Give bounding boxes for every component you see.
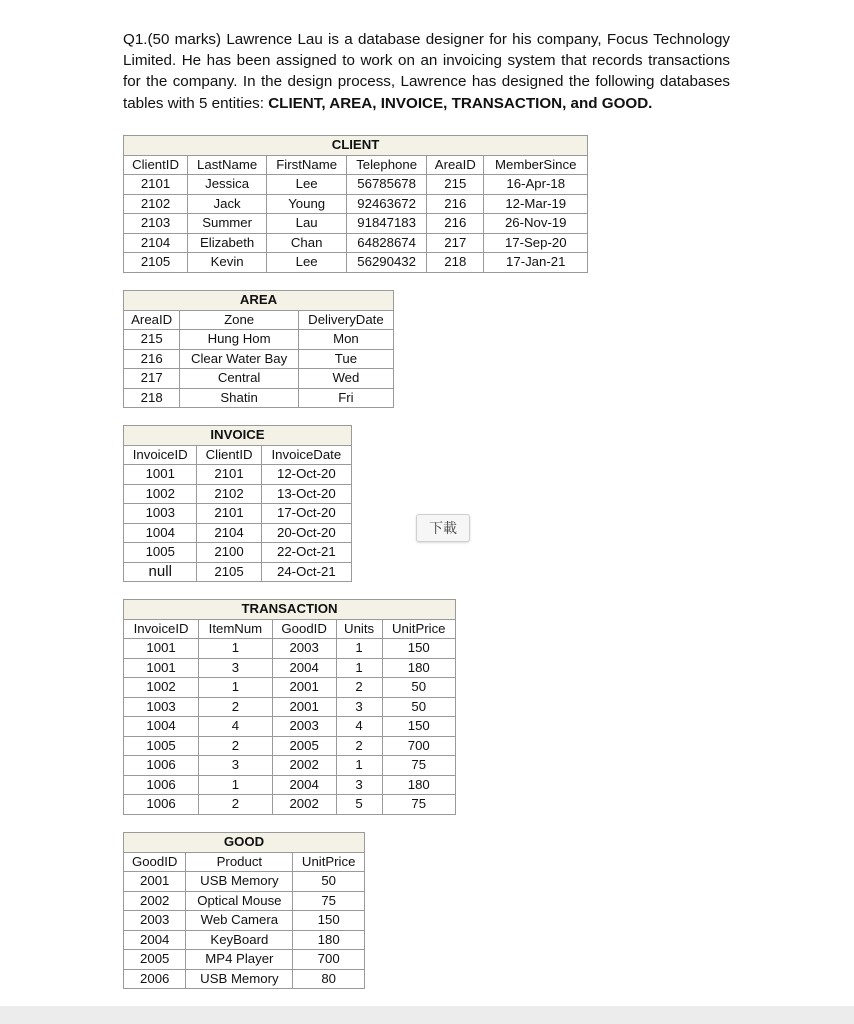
- table-row: [124, 678, 456, 698]
- table-cell: Shatin: [180, 388, 299, 408]
- table-cell: 1: [199, 639, 272, 659]
- table-cell: 2004: [124, 930, 186, 950]
- column-header: GoodID: [124, 852, 186, 872]
- column-header: ClientID: [124, 155, 188, 175]
- table-cell: USB Memory: [186, 872, 293, 892]
- table-cell: 2005: [272, 736, 336, 756]
- table-cell: Summer: [188, 214, 267, 234]
- table-row: [124, 504, 352, 524]
- table-cell: Central: [180, 369, 299, 389]
- table-row: [124, 330, 394, 350]
- table-cell: 92463672: [347, 194, 427, 214]
- table-cell: 1001: [124, 658, 199, 678]
- client-table: [123, 135, 588, 273]
- area-table: [123, 290, 394, 408]
- question-text: [123, 29, 730, 114]
- table-cell: Lee: [267, 175, 347, 195]
- table-title: CLIENT: [124, 136, 588, 156]
- column-header: Telephone: [347, 155, 427, 175]
- table-cell: null: [124, 562, 197, 582]
- table-header-row: [124, 619, 456, 639]
- table-cell: 75: [382, 795, 455, 815]
- table-cell: 2101: [197, 465, 261, 485]
- table-cell: 2105: [124, 253, 188, 273]
- table-title-row: [124, 291, 394, 311]
- table-row: [124, 369, 394, 389]
- table-row: [124, 930, 365, 950]
- table-cell: Hung Hom: [180, 330, 299, 350]
- table-title: AREA: [124, 291, 394, 311]
- table-row: [124, 756, 456, 776]
- table-cell: 12-Mar-19: [484, 194, 588, 214]
- column-header: GoodID: [272, 619, 336, 639]
- table-cell: 218: [124, 388, 180, 408]
- table-title-row: [124, 600, 456, 620]
- table-row: [124, 388, 394, 408]
- column-header: FirstName: [267, 155, 347, 175]
- table-row: [124, 562, 352, 582]
- table-row: [124, 697, 456, 717]
- table-row: [124, 639, 456, 659]
- table-row: [124, 872, 365, 892]
- table-cell: 26-Nov-19: [484, 214, 588, 234]
- table-cell: 2006: [124, 969, 186, 989]
- table-title: INVOICE: [124, 426, 352, 446]
- table-row: [124, 736, 456, 756]
- table-cell: Lau: [267, 214, 347, 234]
- table-cell: 2102: [124, 194, 188, 214]
- table-row: [124, 194, 588, 214]
- table-cell: 5: [336, 795, 382, 815]
- column-header: AreaID: [124, 310, 180, 330]
- table-row: [124, 775, 456, 795]
- table-cell: 1006: [124, 795, 199, 815]
- table-cell: Chan: [267, 233, 347, 253]
- table-row: [124, 465, 352, 485]
- table-cell: Kevin: [188, 253, 267, 273]
- question-prefix: Q1.(50 marks) Lawrence Lau is a database designer for his company, Focus Technology Limited. He has been assigned to work on an invoicing system that records transactions for the company. In the design process, Lawrence has designed the following databases tables with 5 entities:: [123, 31, 730, 112]
- table-cell: 3: [336, 775, 382, 795]
- table-cell: 2101: [124, 175, 188, 195]
- table-cell: 2104: [124, 233, 188, 253]
- table-cell: 3: [336, 697, 382, 717]
- column-header: UnitPrice: [382, 619, 455, 639]
- transaction-table: [123, 599, 456, 815]
- table-header-row: [124, 445, 352, 465]
- column-header: Zone: [180, 310, 299, 330]
- table-cell: 17-Sep-20: [484, 233, 588, 253]
- table-cell: 2003: [124, 911, 186, 931]
- column-header: LastName: [188, 155, 267, 175]
- table-cell: Optical Mouse: [186, 891, 293, 911]
- table-cell: 17-Oct-20: [261, 504, 351, 524]
- table-cell: 2002: [272, 756, 336, 776]
- table-cell: 180: [382, 775, 455, 795]
- table-cell: 13-Oct-20: [261, 484, 351, 504]
- table-cell: 22-Oct-21: [261, 543, 351, 563]
- table-cell: 180: [293, 930, 365, 950]
- table-cell: Tue: [298, 349, 393, 369]
- column-header: ClientID: [197, 445, 261, 465]
- table-row: [124, 349, 394, 369]
- table-cell: 1004: [124, 523, 197, 543]
- table-cell: Clear Water Bay: [180, 349, 299, 369]
- table-row: [124, 911, 365, 931]
- table-cell: MP4 Player: [186, 950, 293, 970]
- table-row: [124, 233, 588, 253]
- invoice-table: [123, 425, 352, 582]
- good-table: [123, 832, 365, 989]
- column-header: Units: [336, 619, 382, 639]
- table-cell: 50: [382, 697, 455, 717]
- table-cell: 217: [427, 233, 484, 253]
- table-cell: 64828674: [347, 233, 427, 253]
- table-cell: KeyBoard: [186, 930, 293, 950]
- column-header: InvoiceDate: [261, 445, 351, 465]
- table-cell: 75: [293, 891, 365, 911]
- table-cell: 2102: [197, 484, 261, 504]
- column-header: Product: [186, 852, 293, 872]
- table-cell: Wed: [298, 369, 393, 389]
- table-cell: 2: [199, 736, 272, 756]
- table-row: [124, 717, 456, 737]
- table-cell: 1002: [124, 678, 199, 698]
- table-header-row: [124, 155, 588, 175]
- table-row: [124, 543, 352, 563]
- table-header-row: [124, 310, 394, 330]
- column-header: InvoiceID: [124, 619, 199, 639]
- table-cell: 2003: [272, 639, 336, 659]
- table-cell: 2003: [272, 717, 336, 737]
- table-cell: Elizabeth: [188, 233, 267, 253]
- column-header: AreaID: [427, 155, 484, 175]
- table-cell: Young: [267, 194, 347, 214]
- table-cell: 3: [199, 658, 272, 678]
- table-cell: Lee: [267, 253, 347, 273]
- table-cell: 50: [382, 678, 455, 698]
- table-cell: 217: [124, 369, 180, 389]
- table-cell: 1006: [124, 775, 199, 795]
- table-cell: 150: [382, 639, 455, 659]
- table-cell: 80: [293, 969, 365, 989]
- table-cell: 1003: [124, 504, 197, 524]
- table-cell: Mon: [298, 330, 393, 350]
- table-cell: 2004: [272, 775, 336, 795]
- table-cell: 3: [199, 756, 272, 776]
- viewer-bottom-bar: [0, 1006, 854, 1024]
- table-cell: 1: [336, 756, 382, 776]
- table-row: [124, 950, 365, 970]
- table-row: [124, 969, 365, 989]
- table-cell: 17-Jan-21: [484, 253, 588, 273]
- table-cell: 56290432: [347, 253, 427, 273]
- table-title-row: [124, 426, 352, 446]
- table-cell: 50: [293, 872, 365, 892]
- table-cell: 215: [427, 175, 484, 195]
- column-header: InvoiceID: [124, 445, 197, 465]
- table-cell: USB Memory: [186, 969, 293, 989]
- table-cell: 2001: [272, 678, 336, 698]
- table-cell: Jessica: [188, 175, 267, 195]
- table-cell: 75: [382, 756, 455, 776]
- table-cell: 1: [199, 775, 272, 795]
- table-row: [124, 484, 352, 504]
- column-header: ItemNum: [199, 619, 272, 639]
- table-cell: 2: [336, 678, 382, 698]
- table-cell: Web Camera: [186, 911, 293, 931]
- table-cell: 4: [199, 717, 272, 737]
- table-row: [124, 214, 588, 234]
- table-cell: 1002: [124, 484, 197, 504]
- table-cell: 1004: [124, 717, 199, 737]
- column-header: UnitPrice: [293, 852, 365, 872]
- table-cell: 180: [382, 658, 455, 678]
- question-entities: CLIENT, AREA, INVOICE, TRANSACTION, and GOOD.: [268, 94, 653, 112]
- table-cell: 1001: [124, 465, 197, 485]
- table-cell: 216: [124, 349, 180, 369]
- table-cell: 2001: [124, 872, 186, 892]
- download-button[interactable]: 下載: [416, 514, 470, 542]
- table-row: [124, 523, 352, 543]
- table-cell: 216: [427, 214, 484, 234]
- table-row: [124, 658, 456, 678]
- table-cell: 1001: [124, 639, 199, 659]
- table-cell: 2001: [272, 697, 336, 717]
- table-cell: 2105: [197, 562, 261, 582]
- table-cell: 12-Oct-20: [261, 465, 351, 485]
- table-cell: 2100: [197, 543, 261, 563]
- table-cell: 1006: [124, 756, 199, 776]
- table-cell: 24-Oct-21: [261, 562, 351, 582]
- table-cell: 2103: [124, 214, 188, 234]
- table-row: [124, 253, 588, 273]
- table-title: GOOD: [124, 833, 365, 853]
- table-cell: Jack: [188, 194, 267, 214]
- table-cell: 1: [336, 639, 382, 659]
- table-cell: 2002: [124, 891, 186, 911]
- table-cell: 700: [293, 950, 365, 970]
- table-row: [124, 795, 456, 815]
- table-cell: 218: [427, 253, 484, 273]
- table-cell: 2005: [124, 950, 186, 970]
- table-cell: 1003: [124, 697, 199, 717]
- table-cell: 216: [427, 194, 484, 214]
- table-cell: 91847183: [347, 214, 427, 234]
- column-header: MemberSince: [484, 155, 588, 175]
- table-cell: 20-Oct-20: [261, 523, 351, 543]
- table-cell: 1: [336, 658, 382, 678]
- table-cell: 215: [124, 330, 180, 350]
- table-cell: 2: [336, 736, 382, 756]
- table-cell: 2: [199, 697, 272, 717]
- table-title-row: [124, 833, 365, 853]
- column-header: DeliveryDate: [298, 310, 393, 330]
- table-cell: 150: [382, 717, 455, 737]
- table-cell: 56785678: [347, 175, 427, 195]
- table-cell: 16-Apr-18: [484, 175, 588, 195]
- table-cell: 2104: [197, 523, 261, 543]
- table-cell: 150: [293, 911, 365, 931]
- table-cell: 2004: [272, 658, 336, 678]
- table-cell: 2002: [272, 795, 336, 815]
- table-title: TRANSACTION: [124, 600, 456, 620]
- table-cell: 4: [336, 717, 382, 737]
- table-cell: 700: [382, 736, 455, 756]
- table-title-row: [124, 136, 588, 156]
- table-cell: 2: [199, 795, 272, 815]
- table-cell: Fri: [298, 388, 393, 408]
- table-cell: 1005: [124, 736, 199, 756]
- table-cell: 1005: [124, 543, 197, 563]
- table-cell: 1: [199, 678, 272, 698]
- table-row: [124, 891, 365, 911]
- table-cell: 2101: [197, 504, 261, 524]
- table-header-row: [124, 852, 365, 872]
- table-row: [124, 175, 588, 195]
